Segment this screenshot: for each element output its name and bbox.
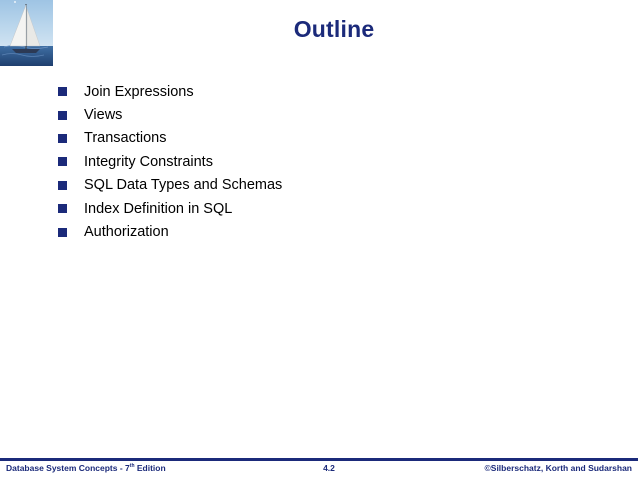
footer-divider	[0, 458, 638, 461]
list-item	[58, 197, 282, 220]
square-bullet-icon	[58, 181, 67, 190]
list-item	[58, 127, 282, 150]
list-item-text: Authorization	[84, 224, 169, 241]
square-bullet-icon	[58, 157, 67, 166]
list-item-text: Index Definition in SQL	[84, 200, 233, 217]
footer-book-suffix: Edition	[134, 463, 166, 473]
list-item-text: Join Expressions	[84, 83, 194, 100]
outline-list	[58, 80, 282, 244]
list-item	[58, 220, 282, 243]
list-item	[58, 103, 282, 126]
list-item-text: Transactions	[84, 130, 167, 147]
footer-book-sup: th	[129, 463, 135, 470]
square-bullet-icon	[58, 228, 67, 237]
footer-page-number: 4.2	[323, 463, 335, 473]
square-bullet-icon	[58, 87, 67, 96]
square-bullet-icon	[58, 134, 67, 143]
list-item	[58, 174, 282, 197]
slide-title: Outline	[293, 16, 375, 42]
list-item-text: Views	[84, 107, 123, 124]
footer-copyright: ©Silberschatz, Korth and Sudarshan	[484, 463, 632, 473]
list-item-text: SQL Data Types and Schemas	[84, 177, 283, 194]
list-item	[58, 150, 282, 173]
square-bullet-icon	[58, 111, 67, 120]
square-bullet-icon	[58, 204, 67, 213]
footer-book-prefix: Database System Concepts - 7	[6, 463, 130, 473]
list-item	[58, 80, 282, 103]
list-item-text: Integrity Constraints	[84, 153, 213, 170]
